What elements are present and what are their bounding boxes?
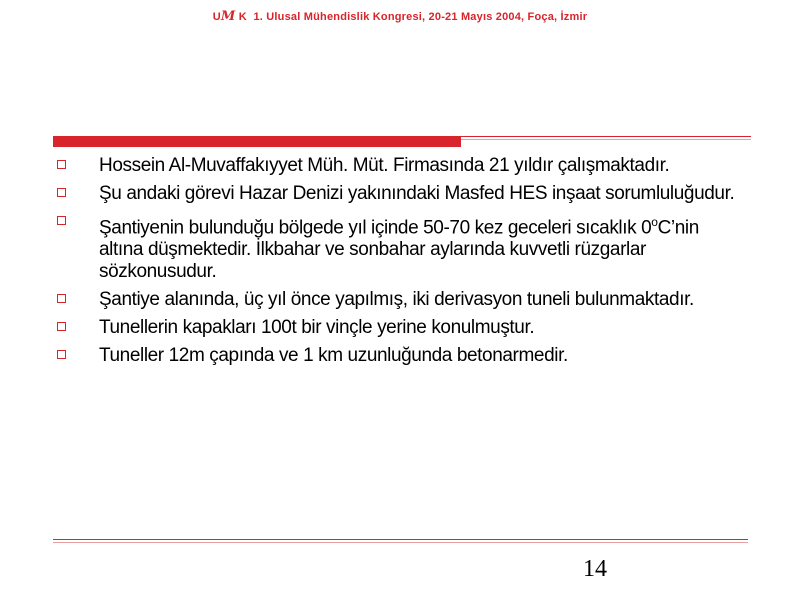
- bullet-item-6: [55, 345, 745, 367]
- bullet-text: Şu andaki görevi Hazar Denizi yakınındaki Masfed HES inşaat sorumluluğudur.: [99, 183, 735, 204]
- square-bullet-icon: [57, 294, 66, 303]
- bullet-text: Hossein Al-Muvaffakıyyet Müh. Müt. Firmasında 21 yıldır çalışmaktadır.: [99, 155, 670, 176]
- square-bullet-icon: [57, 188, 66, 197]
- logo-u: U: [212, 11, 221, 23]
- footer-divider: [53, 539, 748, 540]
- bullet-item-5: [55, 317, 745, 339]
- square-bullet-icon: [57, 322, 66, 331]
- footer-divider-shadow: [53, 542, 748, 543]
- bullet-text-after: C’nin altına düşmektedir. İlkbahar ve sonbahar aylarında kuvvetli rüzgarlar sözkonusudur.: [99, 217, 699, 283]
- bullet-item-4: [55, 289, 745, 311]
- bullet-item-1: [55, 155, 745, 177]
- bullet-text-before: Şantiyenin bulunduğu bölgede yıl içinde 50-70 kez geceleri sıcaklık 0: [99, 217, 652, 239]
- title-bar-thin: [461, 136, 751, 137]
- square-bullet-icon: [57, 216, 66, 225]
- logo-k: K: [238, 11, 247, 23]
- bullet-text: Şantiye alanında, üç yıl önce yapılmış, iki derivasyon tuneli bulunmaktadır.: [99, 289, 694, 311]
- bullet-text: Tuneller 12m çapında ve 1 km uzunluğunda betonarmedir.: [99, 345, 568, 367]
- bullet-item-2: [55, 183, 745, 205]
- page-number: 14: [583, 556, 607, 582]
- logo-m: M: [220, 9, 236, 24]
- bullet-item-3: [55, 211, 745, 283]
- title-bar-thin-shadow: [461, 139, 751, 140]
- title-bar-thick: [53, 136, 461, 147]
- square-bullet-icon: [57, 160, 66, 169]
- bullet-text: Tunellerin kapakları 100t bir vinçle yerine konulmuştur.: [99, 317, 535, 339]
- slide-content: [55, 155, 745, 373]
- header-text: 1. Ulusal Mühendislik Kongresi, 20-21 Mayıs 2004, Foça, İzmir: [253, 11, 588, 23]
- square-bullet-icon: [57, 350, 66, 359]
- bullet-list: [55, 155, 745, 367]
- degree-superscript: o: [651, 215, 658, 229]
- header-conference-title: [0, 9, 800, 24]
- title-bar-divider: [53, 136, 751, 148]
